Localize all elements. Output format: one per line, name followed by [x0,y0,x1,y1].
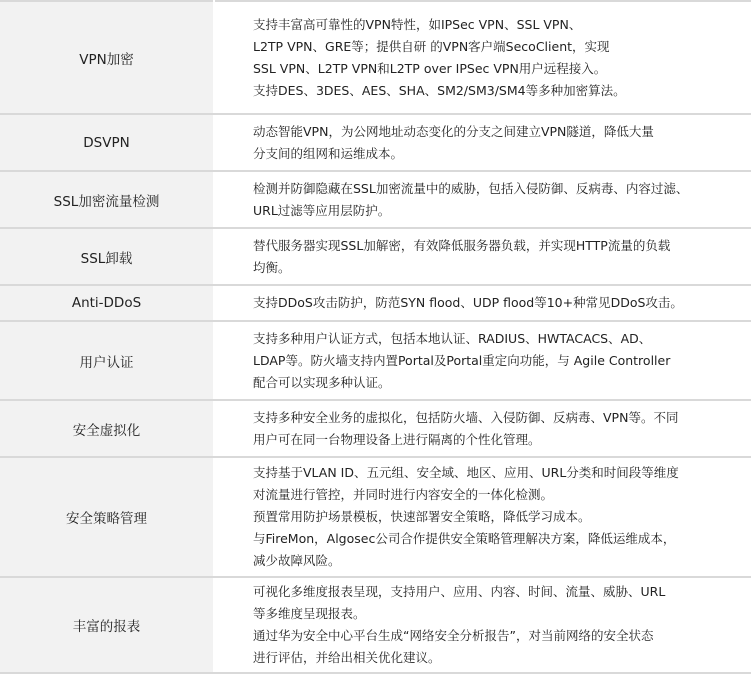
feature-name: 安全策略管理 [0,457,214,577]
description-line: 与FireMon，Algosec公司合作提供安全策略管理解决方案，降低运维成本， [253,531,676,546]
feature-description [214,577,751,673]
description-line: 进行评估，并给出相关优化建议。 [253,650,441,665]
feature-name: 安全虚拟化 [0,400,214,457]
description-line: 通过华为安全中心平台生成“网络安全分析报告”，对当前网络的安全状态 [253,628,654,643]
description-line: SSL VPN、L2TP VPN和L2TP over IPSec VPN用户远程接入。 [253,60,607,76]
description-line: 支持丰富高可靠性的VPN特性，如IPSec VPN、SSL VPN、 [253,16,582,32]
feature-name: VPN加密 [0,1,214,114]
table-row [0,228,751,285]
feature-description [214,321,751,400]
description-line: 检测并防御隐藏在SSL加密流量中的威胁，包括入侵防御、反病毒、内容过滤、 [253,180,689,196]
feature-table-body [0,1,751,673]
table-row [0,171,751,228]
description-line: 配合可以实现多种认证。 [253,374,391,390]
description-line: 替代服务器实现SSL加解密，有效降低服务器负载，并实现HTTP流量的负载 [253,237,671,253]
description-line: 分支间的组网和运维成本。 [253,145,404,161]
feature-name: SSL卸载 [0,228,214,285]
feature-name: 丰富的报表 [0,577,214,673]
feature-name: 用户认证 [0,321,214,400]
table-row [0,577,751,673]
feature-description [214,457,751,577]
feature-description [214,400,751,457]
feature-description [214,1,751,114]
table-row [0,1,751,114]
description-line: URL过滤等应用层防护。 [253,202,391,218]
description-line: 支持DDoS攻击防护，防范SYN flood、UDP flood等10+种常见DDoS攻击。 [253,295,683,310]
feature-name: DSVPN [0,114,214,171]
description-line: 可视化多维度报表呈现，支持用户、应用、内容、时间、流量、威胁、URL [253,584,666,599]
table-row [0,321,751,400]
description-line: 预置常用防护场景模板，快速部署安全策略，降低学习成本。 [253,509,591,524]
description-line: 动态智能VPN，为公网地址动态变化的分支之间建立VPN隧道，降低大量 [253,123,654,139]
table-row [0,457,751,577]
description-line: LDAP等。防火墙支持内置Portal及Portal重定向功能，与 Agile Controller [253,352,671,368]
feature-name: Anti-DDoS [0,285,214,321]
description-line: 均衡。 [253,259,291,275]
description-line: L2TP VPN、GRE等；提供自研 的VPN客户端SecoClient，实现 [253,38,610,54]
feature-description [214,114,751,171]
table-row [0,285,751,321]
feature-description [214,285,751,321]
feature-description [214,228,751,285]
description-line: 对流量进行管控，并同时进行内容安全的一体化检测。 [253,487,554,502]
description-line: 减少故障风险。 [253,553,341,568]
table-row [0,114,751,171]
table-row [0,400,751,457]
description-line: 支持多种安全业务的虚拟化，包括防火墙、入侵防御、反病毒、VPN等。不同 [253,409,679,425]
description-line: 等多维度呈现报表。 [253,606,366,621]
description-line: 支持多种用户认证方式，包括本地认证、RADIUS、HWTACACS、AD、 [253,330,652,346]
feature-description [214,171,751,228]
description-line: 用户可在同一台物理设备上进行隔离的个性化管理。 [253,431,541,447]
feature-name: SSL加密流量检测 [0,171,214,228]
description-line: 支持基于VLAN ID、五元组、安全域、地区、应用、URL分类和时间段等维度 [253,465,679,480]
description-line: 支持DES、3DES、AES、SHA、SM2/SM3/SM4等多种加密算法。 [253,82,626,98]
